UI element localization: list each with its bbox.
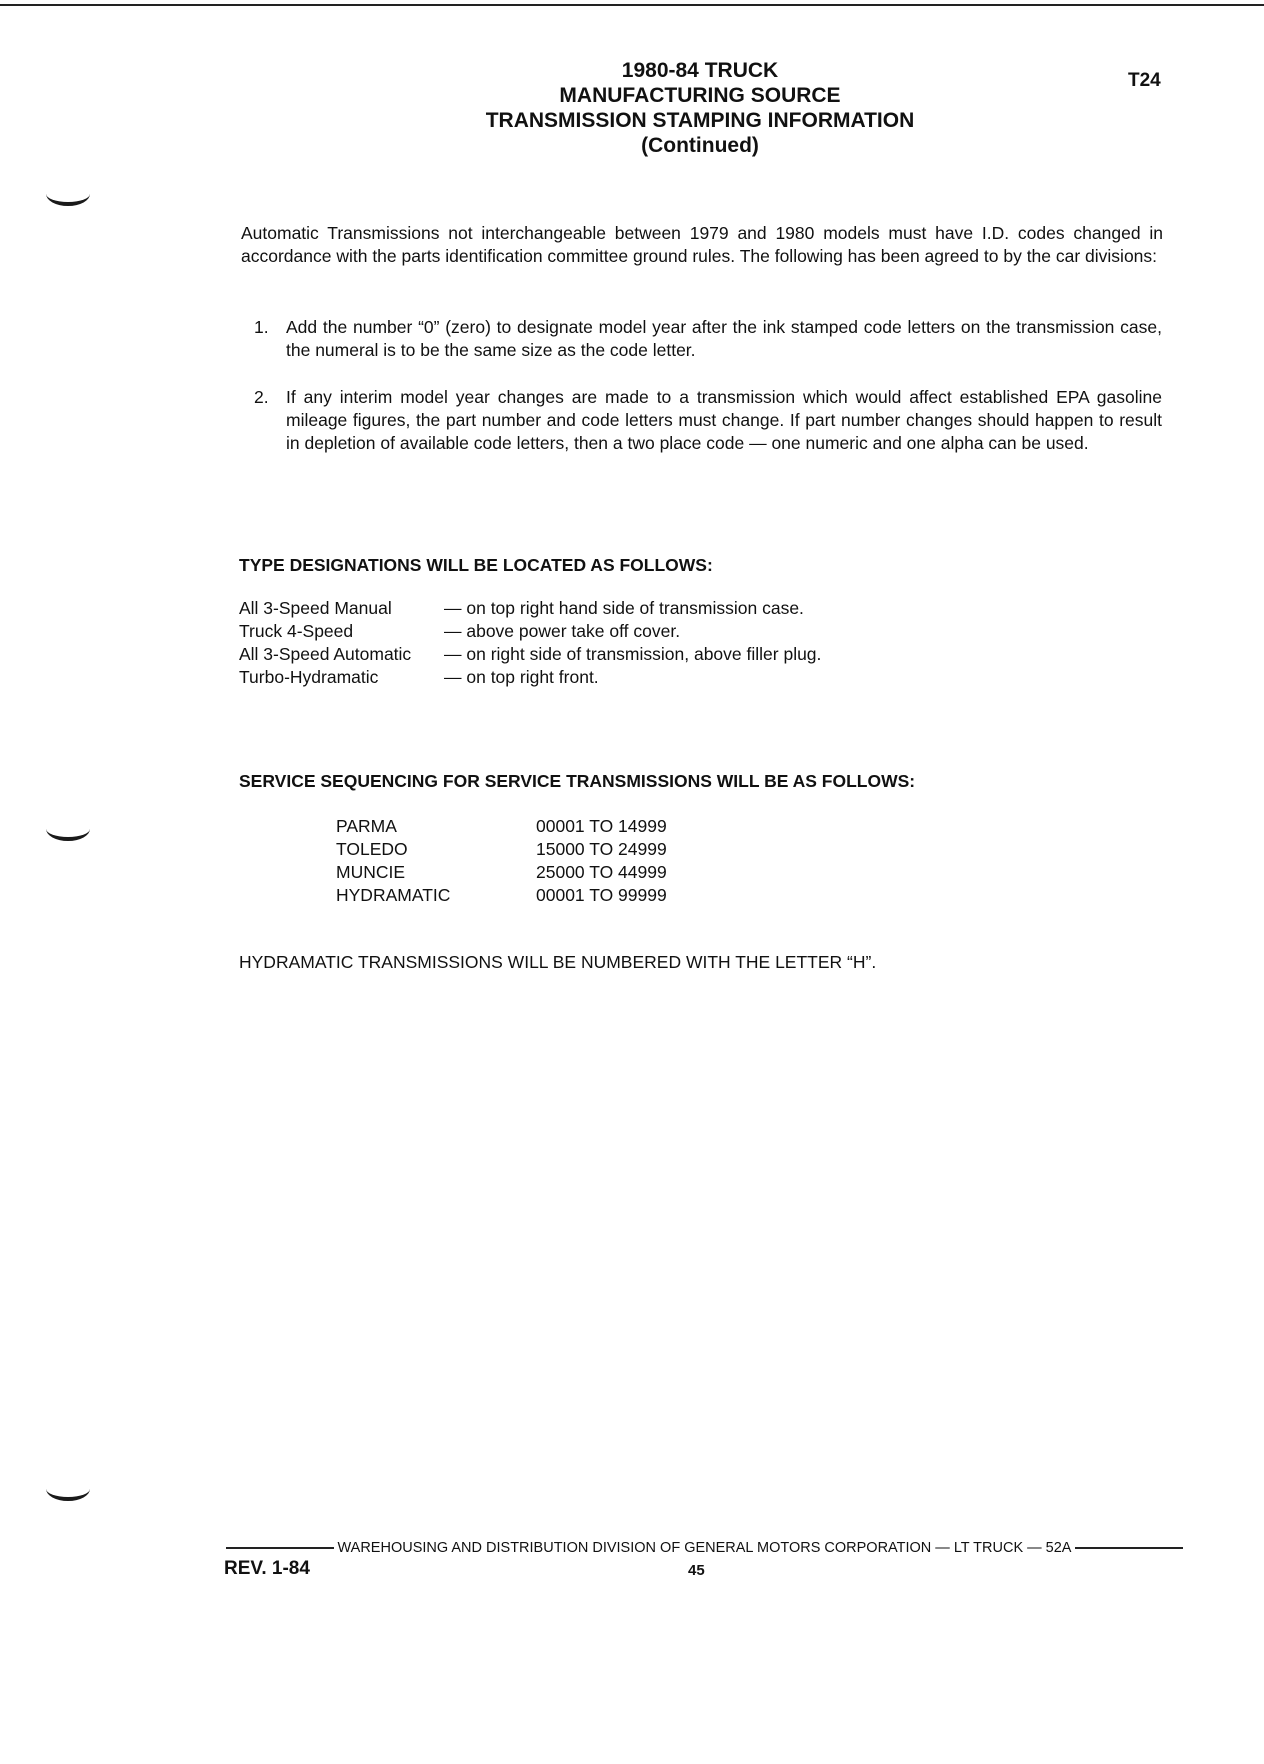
title-line: 1980-84 TRUCK bbox=[621, 59, 779, 82]
page-code: T24 bbox=[1128, 70, 1161, 91]
binder-hole-icon bbox=[46, 1475, 90, 1501]
intro-paragraph: Automatic Transmissions not interchangeable between 1979 and 1980 models must have I.D. codes changed in accordance with the parts identification committee ground rules. The following has been agreed to by the car divisions: bbox=[241, 223, 1163, 266]
revision-label: REV. 1-84 bbox=[224, 1558, 310, 1579]
type-designations-heading: TYPE DESIGNATIONS WILL BE LOCATED AS FOLLOWS: bbox=[239, 555, 713, 575]
type-item: All 3-Speed Manual bbox=[239, 598, 392, 618]
serial-range: 15000 TO 24999 bbox=[536, 839, 667, 859]
sequencing-row bbox=[336, 861, 667, 884]
page-title bbox=[380, 58, 1020, 158]
service-sequencing-heading: SERVICE SEQUENCING FOR SERVICE TRANSMISSIONS WILL BE AS FOLLOWS: bbox=[239, 771, 916, 791]
plant-name: HYDRAMATIC bbox=[336, 885, 451, 905]
plant-name: TOLEDO bbox=[336, 839, 408, 859]
hydramatic-note: HYDRAMATIC TRANSMISSIONS WILL BE NUMBERED WITH THE LETTER “H”. bbox=[239, 952, 877, 972]
sequencing-row bbox=[336, 884, 667, 907]
sequencing-row bbox=[336, 838, 667, 861]
title-line: TRANSMISSION STAMPING INFORMATION bbox=[485, 109, 915, 132]
rule-text: If any interim model year changes are made to a transmission which would affect established EPA gasoline mileage figures, the part number and code letters must change. If part number changes should happen to result in depletion of available code letters, then a two place code — one numeric and one alpha can be used. bbox=[286, 387, 1162, 453]
binder-hole-icon bbox=[46, 815, 90, 841]
rule-number: 2. bbox=[254, 387, 269, 407]
footer-rule bbox=[226, 1547, 334, 1549]
sequencing-row bbox=[336, 815, 667, 838]
rule-item bbox=[254, 386, 1162, 455]
serial-range: 25000 TO 44999 bbox=[536, 862, 667, 882]
type-designation-row bbox=[239, 597, 804, 620]
type-designation-row bbox=[239, 620, 680, 643]
type-location: — above power take off cover. bbox=[444, 621, 681, 641]
rule-item bbox=[254, 316, 1162, 362]
page-number: 45 bbox=[688, 1562, 705, 1579]
type-designation-row bbox=[239, 666, 599, 689]
type-item: Turbo-Hydramatic bbox=[239, 667, 379, 687]
rule-text: Add the number “0” (zero) to designate model year after the ink stamped code letters on the transmission case, the numeral is to be the same size as the code letter. bbox=[286, 317, 1162, 360]
footer-rule bbox=[1075, 1547, 1183, 1549]
type-item: All 3-Speed Automatic bbox=[239, 644, 412, 664]
rule-number: 1. bbox=[254, 317, 269, 337]
footer-division-text: WAREHOUSING AND DISTRIBUTION DIVISION OF GENERAL MOTORS CORPORATION — LT TRUCK — 52A bbox=[337, 1540, 1072, 1556]
title-line: (Continued) bbox=[641, 134, 759, 157]
plant-name: PARMA bbox=[336, 816, 397, 836]
type-location: — on top right front. bbox=[444, 667, 599, 687]
top-edge-rule bbox=[0, 4, 1264, 6]
title-line: MANUFACTURING SOURCE bbox=[559, 84, 841, 107]
type-item: Truck 4-Speed bbox=[239, 621, 354, 641]
plant-name: MUNCIE bbox=[336, 862, 406, 882]
serial-range: 00001 TO 99999 bbox=[536, 885, 667, 905]
binder-hole-icon bbox=[46, 180, 90, 206]
type-designation-row bbox=[239, 643, 821, 666]
footer-division-line bbox=[226, 1540, 1183, 1556]
type-location: — on top right hand side of transmission case. bbox=[444, 598, 804, 618]
type-location: — on right side of transmission, above filler plug. bbox=[444, 644, 822, 664]
serial-range: 00001 TO 14999 bbox=[536, 816, 667, 836]
